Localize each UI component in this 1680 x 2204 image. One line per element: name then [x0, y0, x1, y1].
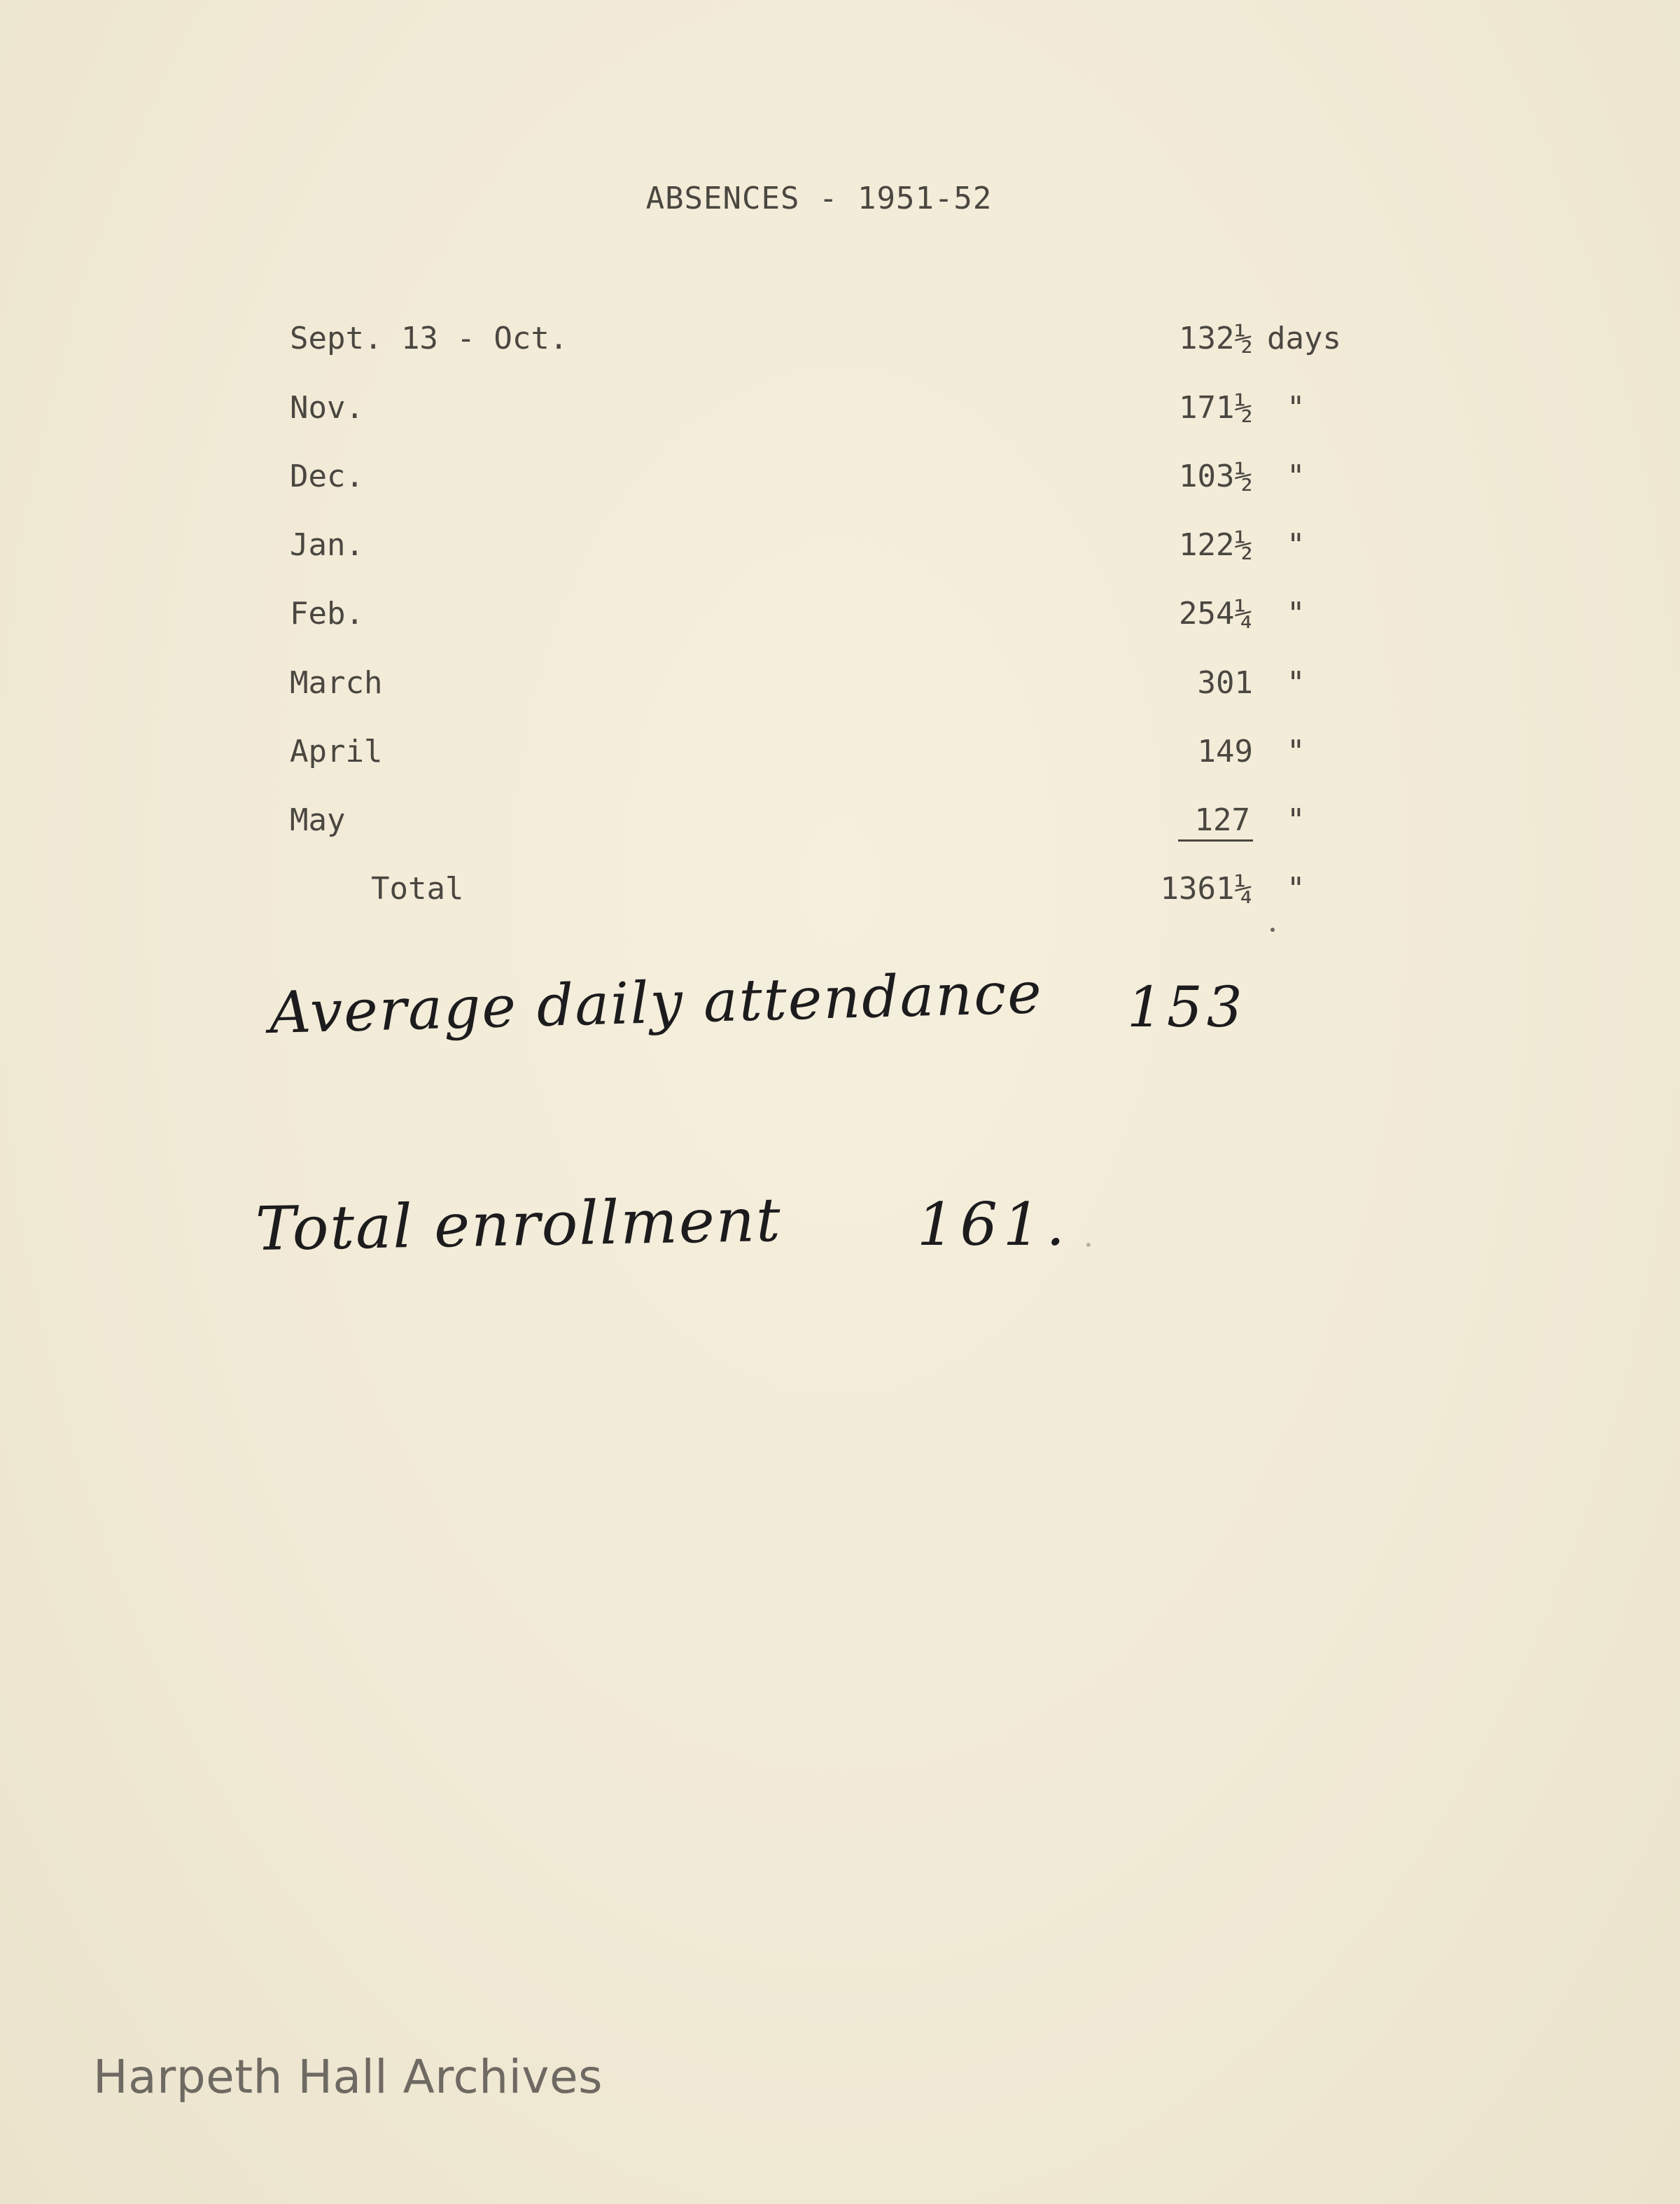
- row-amount: 103½: [1179, 459, 1253, 494]
- row-label: March: [290, 665, 383, 701]
- table-row: [0, 802, 1680, 851]
- row-unit: ": [1287, 802, 1306, 838]
- row-unit: ": [1287, 596, 1306, 632]
- table-row: [0, 665, 1680, 714]
- row-amount: 254¼: [1179, 596, 1253, 632]
- row-amount: 122½: [1179, 527, 1253, 563]
- stray-mark: [1270, 928, 1275, 932]
- archive-watermark: Harpeth Hall Archives: [93, 2050, 603, 2104]
- absences-table: [0, 0, 1680, 980]
- row-unit: ": [1287, 459, 1306, 494]
- table-row: [0, 734, 1680, 783]
- handwritten-enrollment-label: Total enrollment: [255, 1185, 783, 1264]
- row-label: May: [290, 802, 346, 838]
- table-row: [0, 596, 1680, 645]
- row-unit: days: [1267, 321, 1341, 356]
- total-amount: 1361¼: [1160, 871, 1253, 907]
- row-unit: ": [1287, 665, 1306, 701]
- row-unit: ": [1287, 527, 1306, 563]
- row-label: April: [290, 734, 383, 769]
- handwritten-average-value: 153: [1127, 975, 1247, 1040]
- row-label: Feb.: [290, 596, 364, 632]
- row-label: Jan.: [290, 527, 364, 563]
- table-row: [0, 527, 1680, 576]
- row-amount: 301: [1197, 665, 1253, 701]
- row-label: Sept. 13 - Oct.: [290, 321, 568, 356]
- row-label: Nov.: [290, 390, 364, 426]
- table-row: [0, 321, 1680, 370]
- total-row: [0, 871, 1680, 920]
- document-title: ABSENCES - 1951-52: [645, 181, 993, 216]
- stray-mark: [1086, 1243, 1091, 1247]
- row-label: Dec.: [290, 459, 364, 494]
- table-row: [0, 459, 1680, 508]
- row-amount: 132½: [1179, 321, 1253, 356]
- row-unit: ": [1287, 390, 1306, 426]
- row-amount: 171½: [1179, 390, 1253, 426]
- row-amount: 127: [1178, 802, 1253, 842]
- handwritten-enrollment-value: 161.: [917, 1190, 1071, 1259]
- handwritten-average-label: Average daily attendance: [268, 960, 1044, 1047]
- row-unit: ": [1287, 734, 1306, 769]
- row-unit: ": [1287, 871, 1306, 907]
- table-row: [0, 390, 1680, 439]
- row-amount: 149: [1197, 734, 1253, 769]
- total-label: Total: [371, 871, 464, 907]
